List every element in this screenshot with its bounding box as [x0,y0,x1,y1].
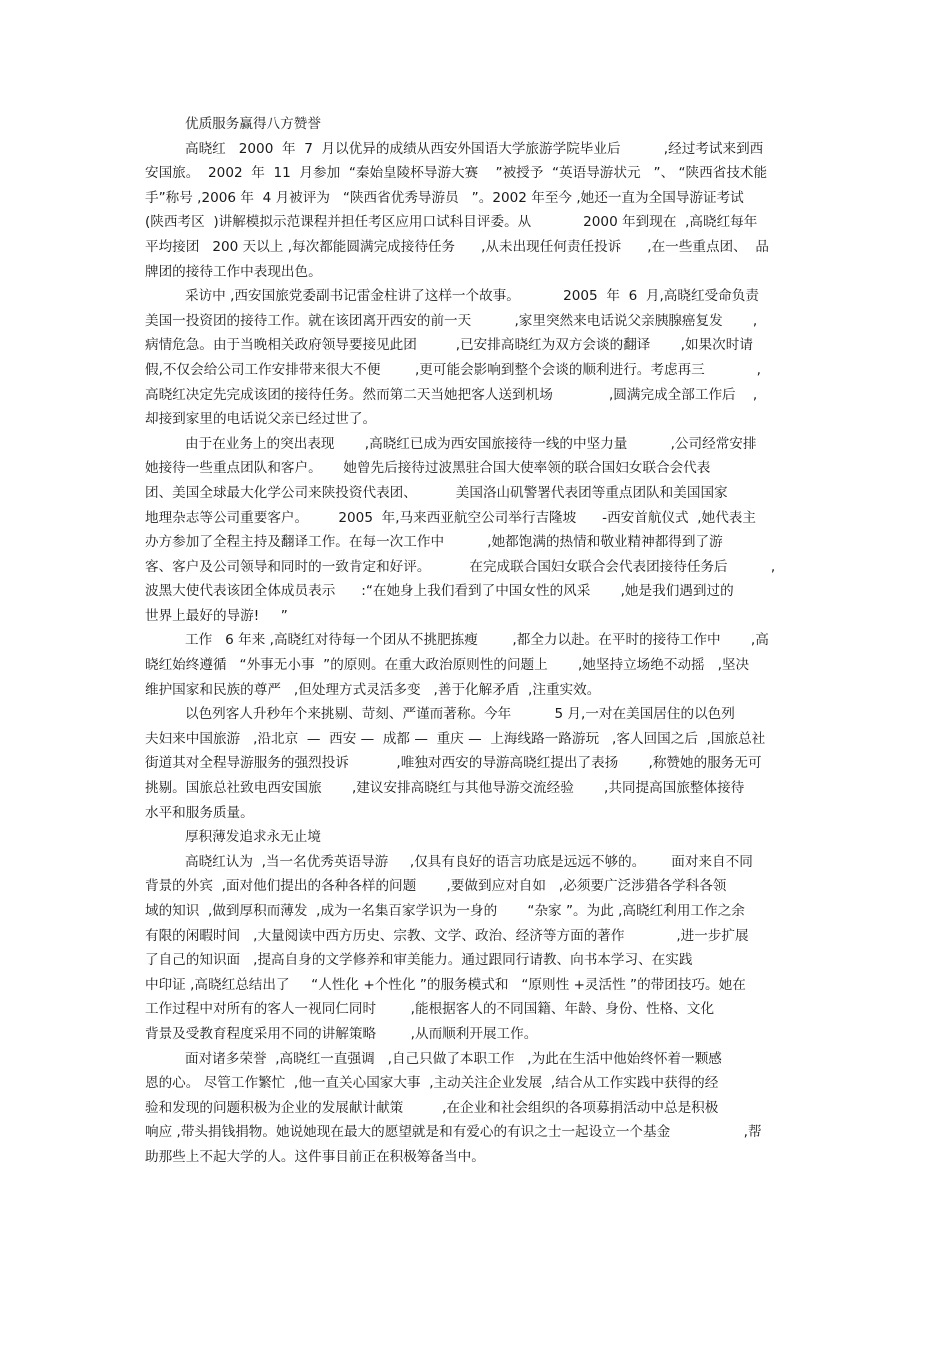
paragraph-line: 地理杂志等公司重要客户。 2005 年,马来西亚航空公司举行吉隆坡 -西安首航仪式 ,她代表主 [145,509,756,526]
paragraph-line: 晓红始终遵循 “外事无小事 ”的原则。在重大政治原则性的问题上 ,她坚持立场绝不动摇 ,坚决 [145,657,750,674]
paragraph-line: 由于在业务上的突出表现 ,高晓红已成为西安国旅接待一线的中坚力量 ,公司经常安排 [185,435,757,452]
paragraph-line: 高晓红认为 ,当一名优秀英语导游 ,仅具有良好的语言功底是远远不够的。 面对来自不同 [185,853,753,870]
paragraph-line: 平均接团 200 天以上 ,每次都能圆满完成接待任务 ,从未出现任何责任投诉 ,在一些重点团、 品 [145,238,769,255]
paragraph-line: 助那些上不起大学的人。这件事目前正在积极筹备当中。 [145,1148,485,1165]
paragraph-line: 安国旅。 2002 年 11 月参加 “秦始皇陵杯导游大赛 ”被授予 “英语导游状元 ”、 “陕西省技术能 [145,165,768,182]
paragraph-line: 高晓红决定先完成该团的接待任务。然而第二天当她把客人送到机场 ,圆满完成全部工作后 , [145,386,758,403]
paragraph-line: 背景及受教育程度采用不同的讲解策略 ,从而顺利开展工作。 [145,1025,538,1042]
paragraph-line: 面对诸多荣誉 ,高晓红一直强调 ,自己只做了本职工作 ,为此在生活中他始终怀着一颗感 [185,1050,722,1067]
paragraph [145,432,810,629]
document-body [145,112,810,1170]
paragraph [145,628,810,702]
paragraph-line: 手”称号 ,2006 年 4 月被评为 “陕西省优秀导游员 ”。2002 年至今 ,她还一直为全国导游证考试 [145,189,744,206]
paragraph-line: 恩的心。 尽管工作繁忙 ,他一直关心国家大事 ,主动关注企业发展 ,结合从工作实践中获得的经 [145,1075,719,1092]
paragraph-line: 以色列客人升秒年个来挑剔、苛刻、严谨而著称。今年 5 月,一对在美国居住的以色列 [185,706,735,723]
paragraph-line: 她接待一些重点团队和客户。 她曾先后接待过波黑驻合国大使率领的联合国妇女联合会代表 [145,460,711,477]
section-heading [145,825,810,850]
paragraph-line: 工作 6 年来 ,高晓红对待每一个团从不挑肥拣瘦 ,都全力以赴。在平时的接待工作中 ,高 [185,632,769,649]
paragraph-line: 采访中 ,西安国旅党委副书记雷金柱讲了这样一个故事。 2005 年 6 月,高晓红受命负责 [185,288,759,305]
paragraph [145,702,810,825]
paragraph-line: 办方参加了全程主持及翻译工作。在每一次工作中 ,她都饱满的热情和敬业精神都得到了游 [145,534,723,551]
paragraph-line: 背景的外宾 ,面对他们提出的各种各样的问题 ,要做到应对自如 ,必须要广泛涉猎各学科各领 [145,878,727,895]
paragraph-line: (陕西考区 )讲解模拟示范课程并担任考区应用口试科目评委。从 2000 年到现在 ,高晓红每年 [145,214,758,231]
paragraph-line: 了自己的知识面 ,提高自身的文学修养和审美能力。通过跟同行请教、向书本学习、在实践 [145,952,693,969]
heading-text: 厚积薄发追求永无止境 [185,829,321,846]
paragraph-line: 牌团的接待工作中表现出色。 [145,263,322,280]
paragraph-line: 街道其对全程导游服务的强烈投诉 ,唯独对西安的导游高晓红提出了表扬 ,称赞她的服务无可 [145,755,762,772]
paragraph-line: 中印证 ,高晓红总结出了 “人性化 +个性化 ”的服务模式和 “原则性 +灵活性 ”的带团技巧。她在 [145,976,746,993]
paragraph-line: 水平和服务质量。 [145,804,254,821]
paragraph-line: 病情危急。由于当晚相关政府领导要接见此团 ,已安排高晓红为双方会谈的翻译 ,如果次时请 [145,337,753,354]
paragraph-line: 夫妇来中国旅游 ,沿北京 — 西安 — 成都 — 重庆 — 上海线路一路游玩 ,客人回国之后 ,国旅总社 [145,730,766,747]
paragraph-line: 却接到家里的电话说父亲已经过世了。 [145,411,377,428]
paragraph-line: 假,不仅会给公司工作安排带来很大不便 ,更可能会影响到整个会谈的顺利进行。考虑再三 , [145,361,761,378]
paragraph-line: 高晓红 2000 年 7 月以优异的成绩从西安外国语大学旅游学院毕业后 ,经过考试来到西 [185,140,764,157]
paragraph-line: 域的知识 ,做到厚积而薄发 ,成为一名集百家学识为一身的 “杂家 ”。为此 ,高晓红利用工作之余 [145,903,745,919]
paragraph-line: 挑剔。国旅总社致电西安国旅 ,建议安排高晓红与其他导游交流经验 ,共同提高国旅整体接待 [145,780,745,797]
paragraph-line: 有限的闲暇时间 ,大量阅读中西方历史、宗教、文学、政治、经济等方面的著作 ,进一步扩展 [145,927,749,944]
heading-text: 优质服务赢得八方赞誉 [185,116,321,132]
paragraph-line: 客、客户及公司领导和同时的一致肯定和好评。 在完成联合国妇女联合会代表团接待任务后 , [145,558,776,575]
paragraph-line: 波黑大使代表该团全体成员表示 :“在她身上我们看到了中国女性的风采 ,她是我们遇到过的 [145,583,734,600]
paragraph [145,284,810,432]
paragraph [145,1047,810,1170]
paragraph-line: 维护国家和民族的尊严 ,但处理方式灵活多变 ,善于化解矛盾 ,注重实效。 [145,681,601,698]
paragraph-line: 世界上最好的导游! ” [145,607,288,624]
paragraph [145,137,810,285]
paragraph [145,850,810,1047]
paragraph-line: 工作过程中对所有的客人一视同仁同时 ,能根据客人的不同国籍、年龄、身份、性格、文化 [145,1001,715,1018]
paragraph-line: 美国一投资团的接待工作。就在该团离开西安的前一天 ,家里突然来电话说父亲胰腺癌复发 , [145,312,758,329]
section-heading [145,112,810,137]
paragraph-line: 团、美国全球最大化学公司来陕投资代表团、 美国洛山矶警署代表团等重点团队和美国国家 [145,484,728,501]
paragraph-line: 响应 ,带头捐钱捐物。她说她现在最大的愿望就是和有爱心的有识之士一起设立一个基金 ,帮 [145,1124,762,1141]
paragraph-line: 验和发现的问题积极为企业的发展献计献策 ,在企业和社会组织的各项募捐活动中总是积极 [145,1099,719,1116]
